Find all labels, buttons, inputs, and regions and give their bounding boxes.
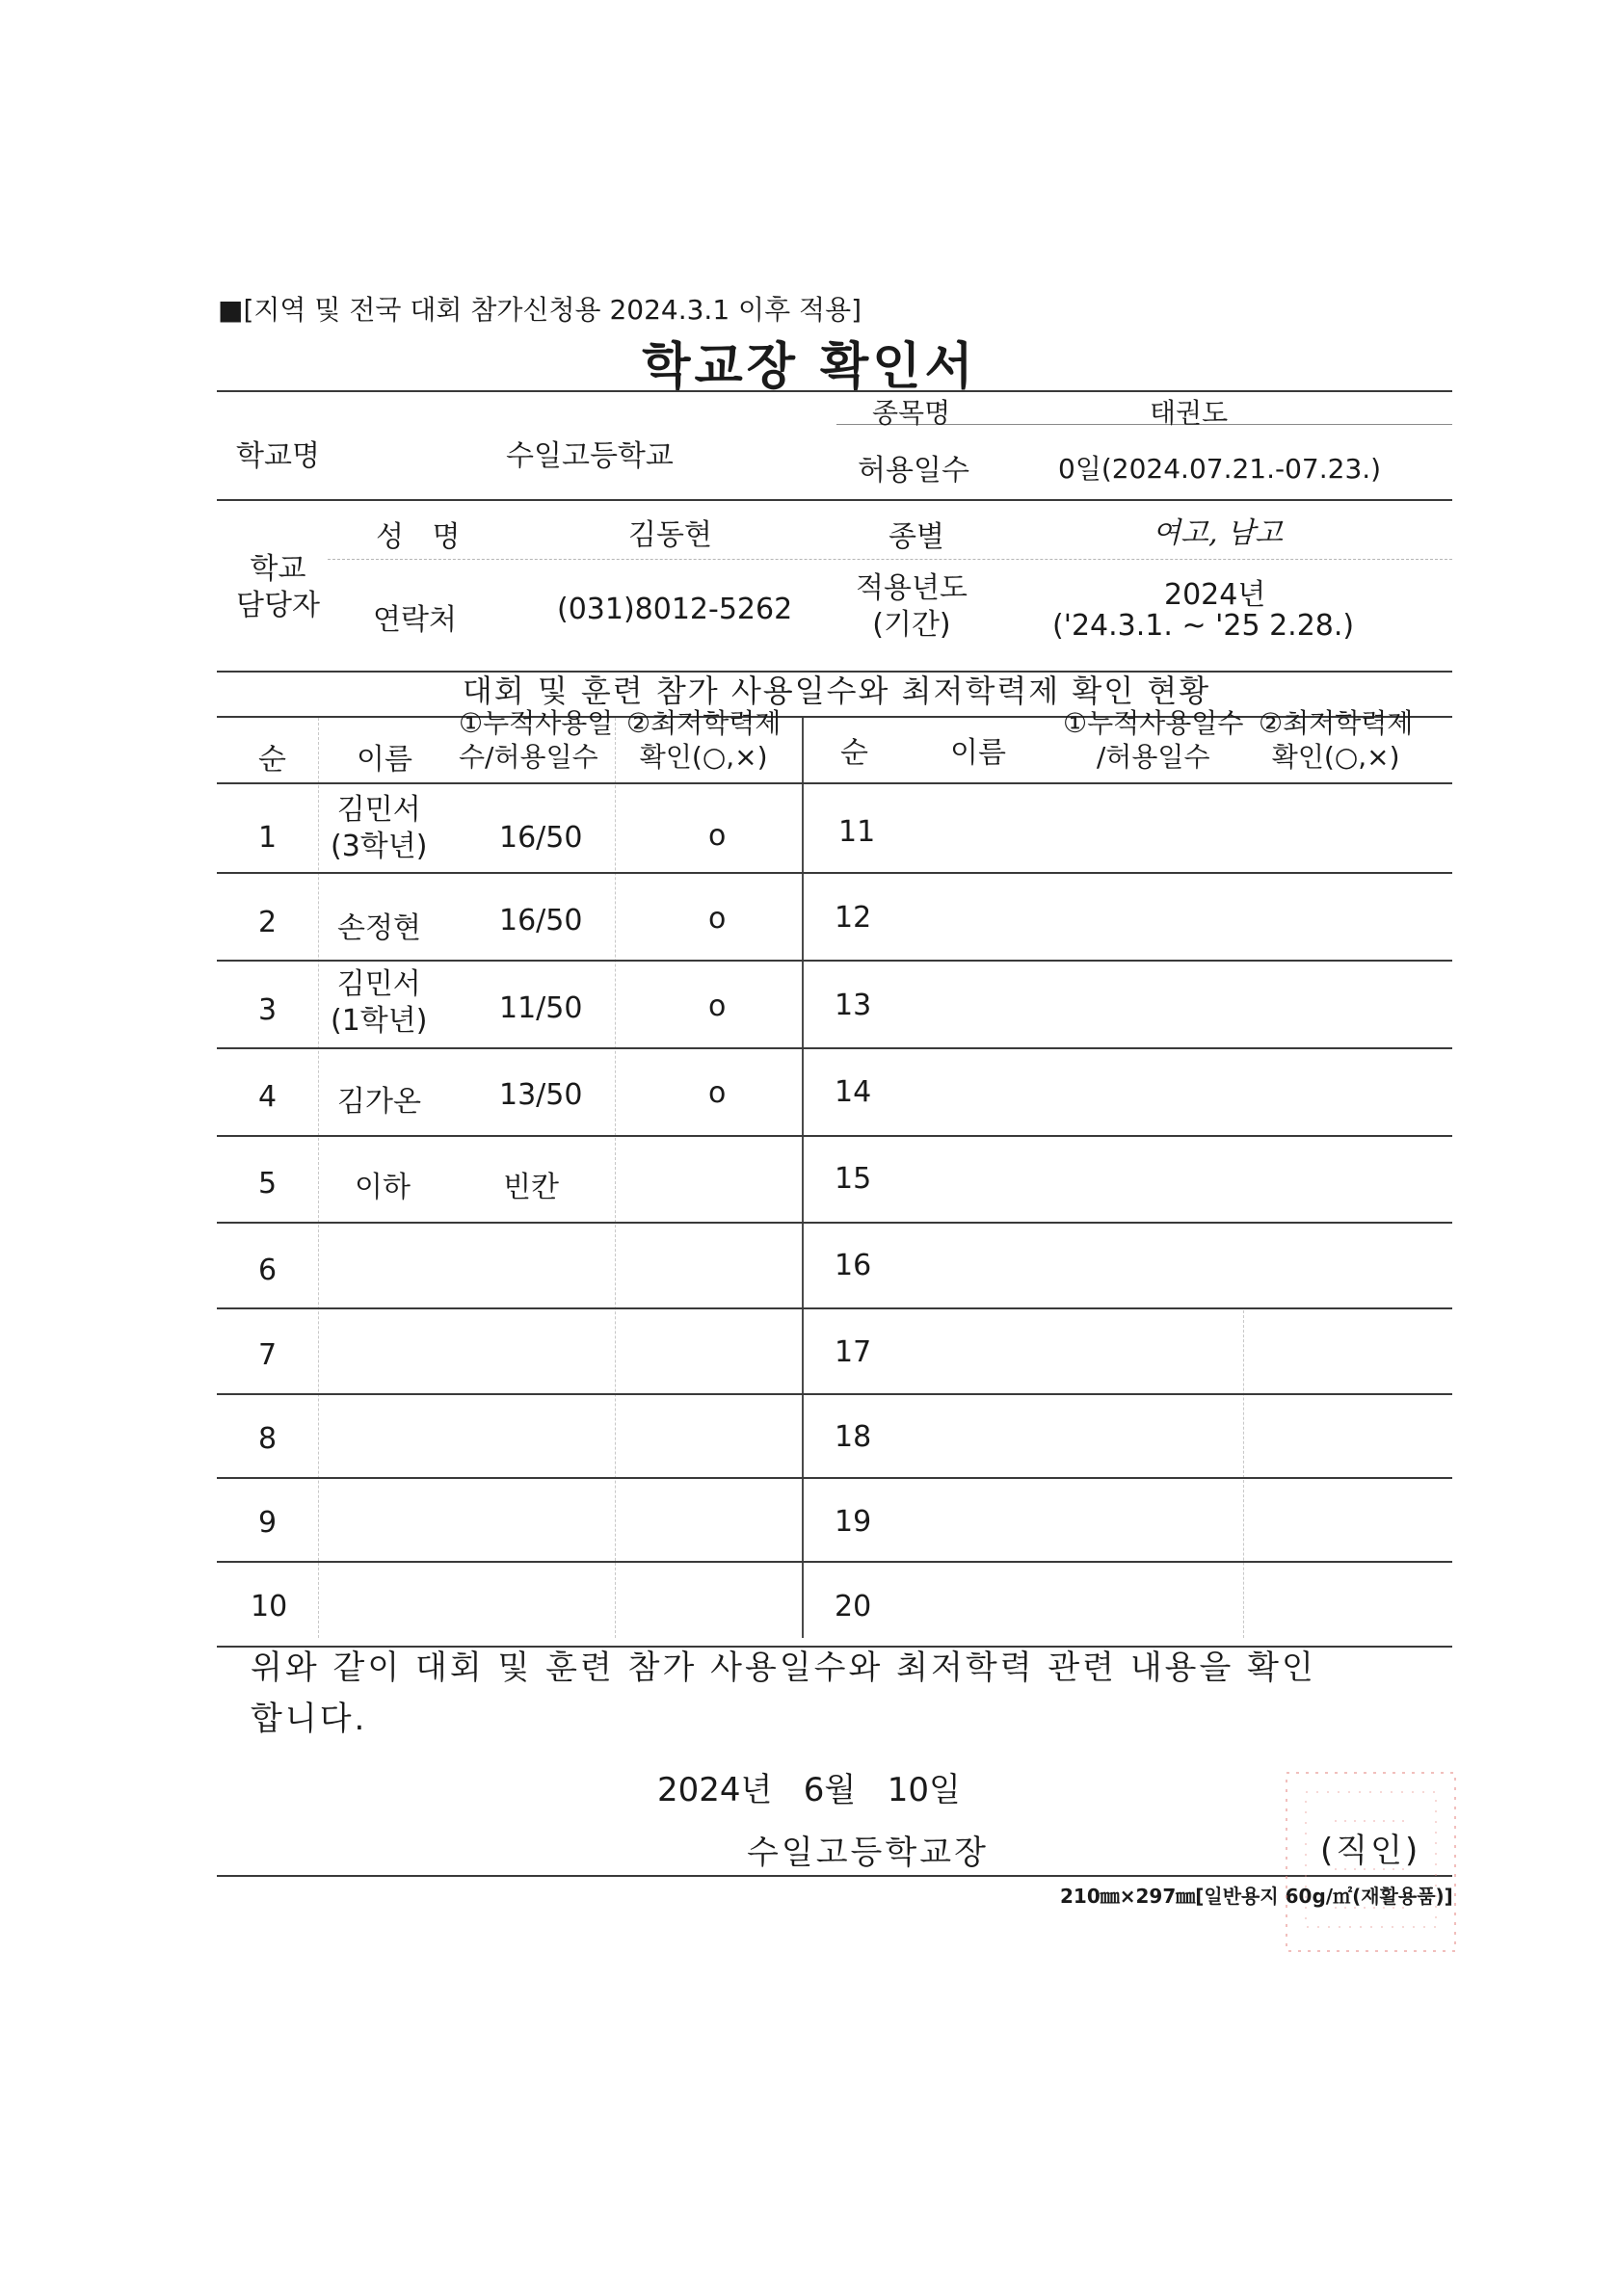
row-2-days: 16/50: [499, 904, 583, 937]
grid-divider: [802, 718, 804, 1638]
row-2-check: o: [708, 902, 727, 936]
rule-row-6: [217, 1307, 1452, 1309]
row-5-name: 이하: [355, 1171, 411, 1204]
year-value: 2024년: [1164, 578, 1266, 612]
rule-top: [217, 390, 1452, 392]
col-days-right: ①누적사용일수 /허용일수: [1063, 707, 1244, 773]
school-label: 학교명: [236, 439, 320, 473]
row-1-no-right: 11: [838, 815, 876, 849]
row-3-name: 김민서 (1학년): [331, 967, 428, 1038]
name-value: 김동현: [628, 518, 712, 552]
row-9-no-right: 19: [835, 1505, 872, 1539]
row-1-days: 16/50: [499, 821, 583, 855]
row-8-no: 8: [258, 1422, 278, 1456]
signer-name: 수일고등학교장: [747, 1834, 989, 1872]
page-title-text: 학교장 확인서: [642, 338, 977, 396]
grid-faint-3: [1243, 1310, 1244, 1638]
notice-text: ■[지역 및 전국 대회 참가신청용 2024.3.1 이후 적용]: [218, 294, 862, 326]
type-label: 종별: [889, 520, 944, 554]
row-4-name: 김가온: [337, 1085, 421, 1119]
type-value: 여고, 남고: [1153, 516, 1283, 550]
row-1-name: 김민서 (3학년): [331, 793, 428, 863]
row-3-no-right: 13: [835, 989, 872, 1022]
phone-value: (031)8012-5262: [557, 593, 793, 626]
status-heading: 대회 및 훈련 참가 사용일수와 최저학력제 확인 현황: [462, 673, 1211, 709]
row-2-no: 2: [258, 906, 278, 939]
rule-row-2: [217, 960, 1452, 962]
row-7-no-right: 17: [835, 1335, 872, 1369]
row-10-no: 10: [251, 1590, 288, 1623]
row-2-no-right: 12: [835, 901, 872, 935]
row-6-no-right: 16: [835, 1249, 872, 1282]
days-value: 0일(2024.07.21.-07.23.): [1058, 453, 1382, 485]
col-check-right: ②최저학력제 확인(○,×): [1259, 707, 1414, 773]
seal-label: (직인): [1320, 1832, 1421, 1870]
rule-row-7: [217, 1393, 1452, 1395]
confirm-text: 위와 같이 대회 및 훈련 참가 사용일수와 최저학력 관련 내용을 확인 합니다.: [251, 1649, 1316, 1738]
period-value: ('24.3.1. ~ '25 2.28.): [1052, 609, 1355, 643]
col-check: ②최저학력제 확인(○,×): [626, 707, 782, 773]
col-name-right: 이름: [950, 736, 1006, 770]
row-5-no-right: 15: [835, 1162, 872, 1196]
rule-row-1: [217, 872, 1452, 874]
row-3-days: 11/50: [499, 991, 583, 1025]
rule-contact-split: [328, 559, 1452, 560]
col-no: 순: [258, 743, 286, 777]
row-3-no: 3: [258, 993, 278, 1027]
school-value: 수일고등학교: [506, 439, 674, 473]
row-4-days: 13/50: [499, 1078, 583, 1112]
row-4-check: o: [708, 1076, 727, 1110]
row-4-no-right: 14: [835, 1075, 872, 1109]
row-6-no: 6: [258, 1254, 278, 1287]
rule-footer: [217, 1875, 1452, 1877]
sport-value: 태권도: [1150, 397, 1229, 429]
year-label: 적용년도 (기간): [856, 571, 968, 642]
grid-faint-2: [615, 718, 616, 1638]
rule-info-mid: [217, 499, 1452, 501]
row-9-no: 9: [258, 1506, 278, 1540]
row-1-no: 1: [258, 821, 278, 855]
grid-faint-1: [318, 718, 319, 1638]
rule-row-0: [217, 782, 1452, 784]
row-3-check: o: [708, 990, 727, 1023]
rule-row-5: [217, 1222, 1452, 1224]
rule-row-9: [217, 1561, 1452, 1563]
row-8-no-right: 18: [835, 1420, 872, 1454]
paper-note: 210㎜×297㎜[일반용지 60g/㎡(재활용품)]: [1060, 1885, 1453, 1908]
name-label: 성 명: [376, 520, 470, 554]
rule-row-4: [217, 1135, 1452, 1137]
seal-stamp-icon: [1277, 1763, 1470, 1956]
phone-label: 연락처: [373, 603, 457, 637]
row-4-no: 4: [258, 1080, 278, 1114]
row-1-check: o: [708, 819, 727, 853]
row-7-no: 7: [258, 1338, 278, 1372]
row-2-name: 손정현: [337, 911, 421, 945]
row-10-no-right: 20: [835, 1590, 872, 1623]
sport-label: 종목명: [872, 397, 951, 429]
days-label: 허용일수: [858, 454, 969, 488]
row-5-no: 5: [258, 1167, 278, 1201]
row-5-days: 빈칸: [503, 1171, 559, 1204]
sign-date: 2024년 6월 10일: [657, 1771, 961, 1809]
rule-row-3: [217, 1047, 1452, 1049]
rule-row-8: [217, 1477, 1452, 1479]
col-no-right: 순: [840, 736, 868, 770]
col-days: ①누적사용일 수/허용일수: [459, 707, 614, 773]
col-name: 이름: [357, 743, 412, 777]
contact-label: 학교 담당자: [236, 552, 320, 622]
